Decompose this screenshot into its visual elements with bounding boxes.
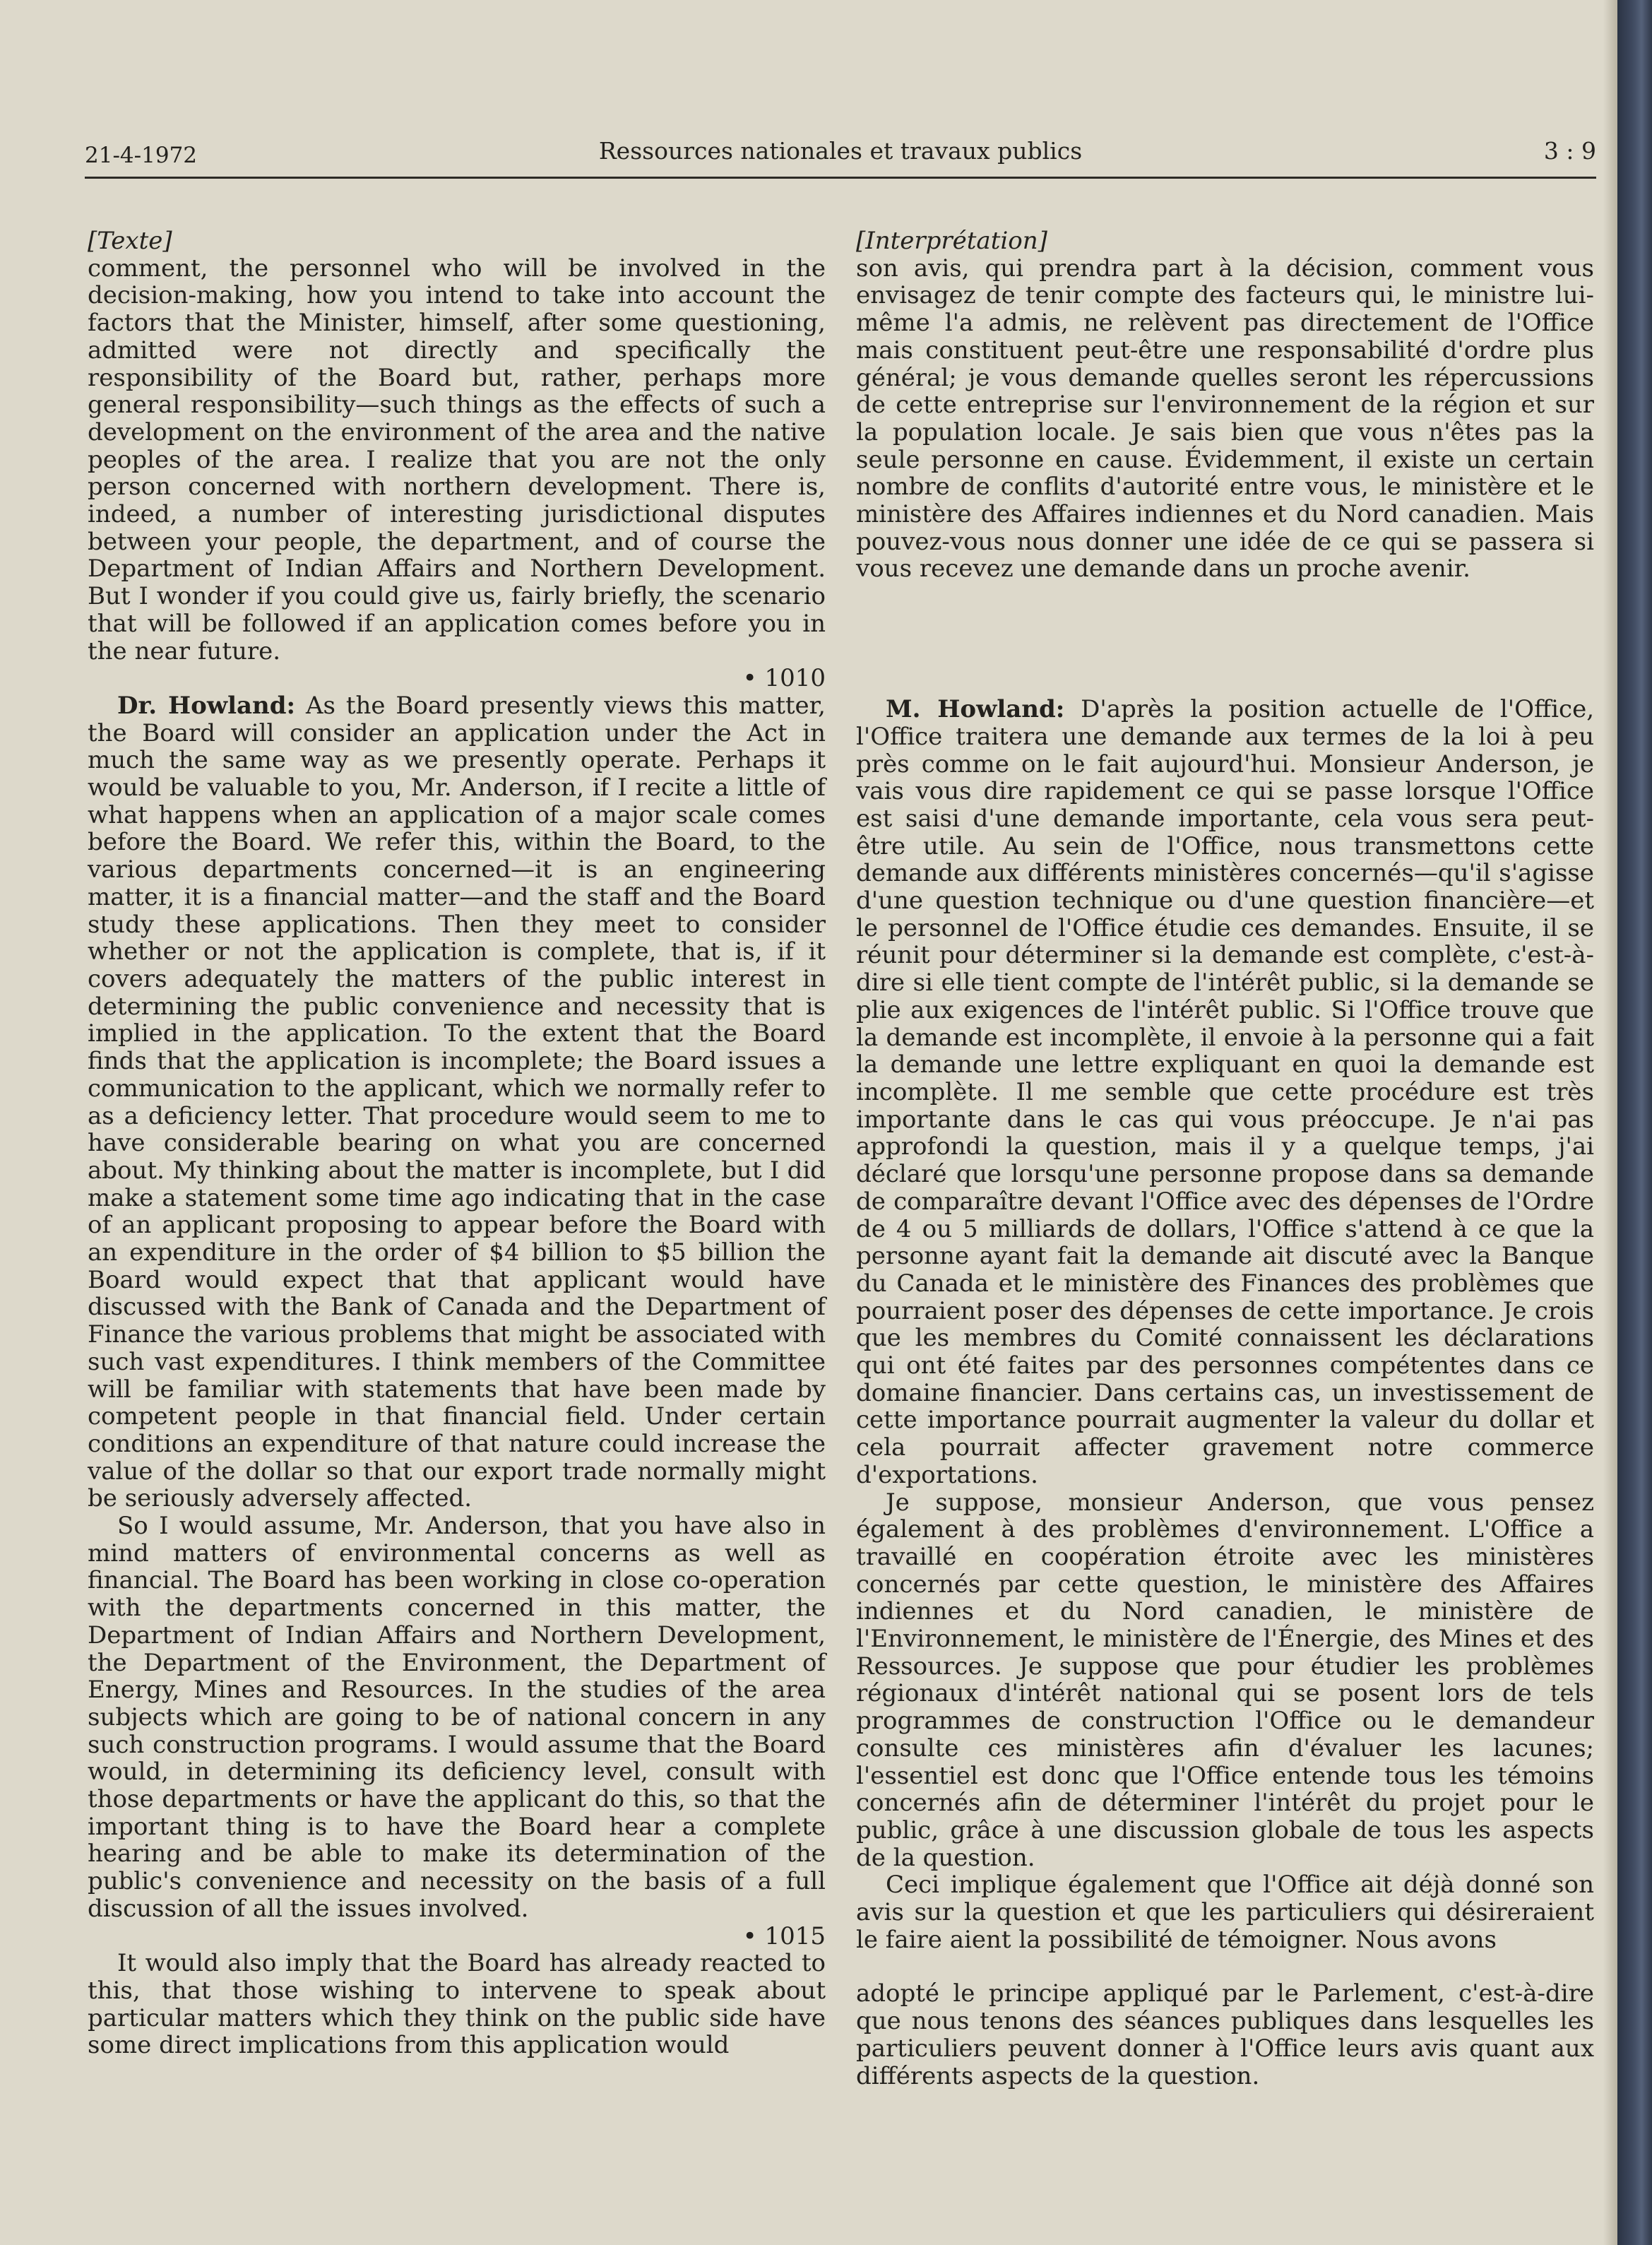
english-column bbox=[88, 227, 826, 2059]
paragraph: comment, the personnel who will be involved in the decision-making, how you intend to take into account the factors that the Minister, himself, after some questioning, admitted were not directly and specifically the responsibility of the Board but, rather, perhaps more general responsibility—such things as the effects of such a development on the environment of the area and the native peoples of the area. I realize that you are not the only person concerned with northern development. There is, indeed, a number of interesting jurisdictional disputes between your people, the department, and of course the Department of Indian Affairs and Northern Development. But I wonder if you could give us, fairly briefly, the scenario that will be followed if an application comes before you in the near future. bbox=[88, 254, 826, 665]
header-title: Ressources nationales et travaux publics bbox=[598, 137, 1083, 165]
page-number: 3 : 9 bbox=[1543, 137, 1596, 165]
paragraph: Ceci implique également que l'Office ait déjà donné son avis sur la question et que les particuliers qui désireraient le faire aient la possibilité de témoigner. Nous avons bbox=[856, 1871, 1594, 1954]
spacer bbox=[856, 1953, 1594, 1980]
paragraph: It would also imply that the Board has already reacted to this, that those wishing to intervene to speak about particular matters which they think on the public side have some direct implications from this application would bbox=[88, 1949, 826, 2060]
paragraph: adopté le principe appliqué par le Parlement, c'est-à-dire que nous tenons des séances publiques dans lesquelles les particuliers peuvent donner à l'Office leurs avis quant aux différents aspects de la question. bbox=[856, 1979, 1594, 2090]
running-header bbox=[85, 134, 1596, 177]
paragraph: son avis, qui prendra part à la décision, comment vous envisagez de tenir compte des facteurs qui, le ministre lui-même l'a admis, ne relèvent pas directement de l'Office mais constituent peut-être une responsabilité d'ordre plus général; je vous demande quelles seront les répercussions de cette entreprise sur l'environnement de la région et sur la population locale. Je sais bien que vous n'êtes pas la seule personne en cause. Évidemment, il existe un certain nombre de conflits d'autorité entre vous, le ministère et le ministère des Affaires indiennes et du Nord canadien. Mais pouvez-vous nous donner une idée de ce qui se passera si vous recevez une demande dans un proche avenir. bbox=[856, 254, 1594, 584]
spacer bbox=[856, 583, 1594, 696]
paragraph-speech bbox=[856, 696, 1594, 1488]
header-date: 21-4-1972 bbox=[85, 143, 198, 168]
header-rule bbox=[85, 177, 1596, 179]
speech-text: As the Board presently views this matter, the Board will consider an application under the Act in much the same way as we presently operate. Perhaps it would be valuable to you, Mr. Anderson, if I recite a little of what happens when an application of a major scale comes before the Board. We refer this, within the Board, to the various departments concerned—it is an engineering matter, it is a financial matter—and the staff and the Board study these applications. Then they meet to consider whether or not the application is complete, that is, if it covers adequately the matters of the public interest in determining the public convenience and necessity that is implied in the application. To the extent that the Board finds that the application is incomplete; the Board issues a communication to the applicant, which we normally refer to as a deficiency letter. That procedure would seem to me to have considerable bearing on what you are concerned about. My thinking about the matter is incomplete, but I did make a statement some time ago indicating that in the case of an applicant proposing to appear before the Board with an expenditure in the order of $4 billion to $5 billion the Board would expect that that applicant would have discussed with the Bank of Canada and the Department of Finance the various problems that might be associated with such vast expenditures. I think members of the Committee will be familiar with statements that have been made by competent people in that financial field. Under certain conditions an expenditure of that nature could increase the value of the dollar so that our export trade normally might be seriously adversely affected. bbox=[88, 691, 826, 1513]
paragraph: Je suppose, monsieur Anderson, que vous pensez également à des problèmes d'environnement. L'Office a travaillé en coopération étroite avec les ministères concernés par cette question, le ministère des Affaires indiennes et du Nord canadien, le ministère de l'Environnement, le ministère de l'Énergie, des Mines et des Ressources. Je suppose que pour étudier les problèmes régionaux d'intérêt national qui se posent lors de tels programmes de construction l'Office ou le demandeur consulte ces ministères afin d'évaluer les lacunes; l'essentiel est donc que l'Office entende tous les témoins concernés afin de déterminer l'intérêt du projet pour le public, grâce à une discussion globale de tous les aspects de la question. bbox=[856, 1488, 1594, 1872]
text-marker: [Texte] bbox=[88, 227, 172, 255]
paragraph-speech bbox=[88, 692, 826, 1512]
book-binding bbox=[1617, 0, 1652, 2245]
paragraph: So I would assume, Mr. Anderson, that you have also in mind matters of environmental concerns as well as financial. The Board has been working in close co-operation with the departments concerned in this matter, the Department of Indian Affairs and Northern Development, the Department of the Environment, the Department of Energy, Mines and Resources. In the studies of the area subjects which are going to be of national concern in any such construction programs. I would assume that the Board would, in determining its deficiency level, consult with those departments or have the applicant do this, so that the important thing is to have the Board hear a complete hearing and be able to make its determination of the public's convenience and necessity on the basis of a full discussion of all the issues involved. bbox=[88, 1512, 826, 1923]
speech-text: D'après la position actuelle de l'Office, l'Office traitera une demande aux termes de la loi à peu près comme on le fait aujourd'hui. Monsieur Anderson, je vais vous dire rapidement ce qui se passe lorsque l'Office est saisi d'une demande importante, cela vous sera peut-être utile. Au sein de l'Office, nous transmettons cette demande aux différents ministères concernés—qu'il s'agisse d'une question technique ou d'une question financière—et le personnel de l'Office étudie ces demandes. Ensuite, il se réunit pour déterminer si la demande est complète, c'est-à-dire si elle tient compte de l'intérêt public, si la demande se plie aux exigences de l'intérêt public. Si l'Office trouve que la demande est incomplète, il envoie à la personne qui a fait la demande une lettre expliquant en quoi la demande est incomplète. Il me semble que cette procédure est très importante dans le cas qui vous préoccupe. Je n'ai pas approfondi la question, mais il y a quelque temps, j'ai déclaré que lorsqu'une personne propose dans sa demande de comparaître devant l'Office avec des dépenses de l'Ordre de 4 ou 5 milliards de dollars, l'Office s'attend à ce que la personne ayant fait la demande ait discuté avec la Banque du Canada et le ministère des Finances des problèmes que pourraient poser des dépenses de cette importance. Je crois que les membres du Comité connaissent les déclarations qui ont été faites par des personnes compétentes dans ce domaine financier. Dans certains cas, un investissement de cette importance pourrait augmenter la valeur du dollar et cela pourrait affecter gravement notre commerce d'exportations. bbox=[856, 695, 1594, 1489]
interpretation-marker: [Interprétation] bbox=[856, 227, 1047, 255]
speaker-name: M. Howland: bbox=[886, 695, 1065, 724]
speaker-name: Dr. Howland: bbox=[117, 691, 296, 720]
french-column bbox=[856, 227, 1594, 2090]
time-marker: • 1015 bbox=[742, 1921, 826, 1950]
time-marker: • 1010 bbox=[742, 664, 826, 693]
page-edge-shadow bbox=[1603, 0, 1617, 2245]
